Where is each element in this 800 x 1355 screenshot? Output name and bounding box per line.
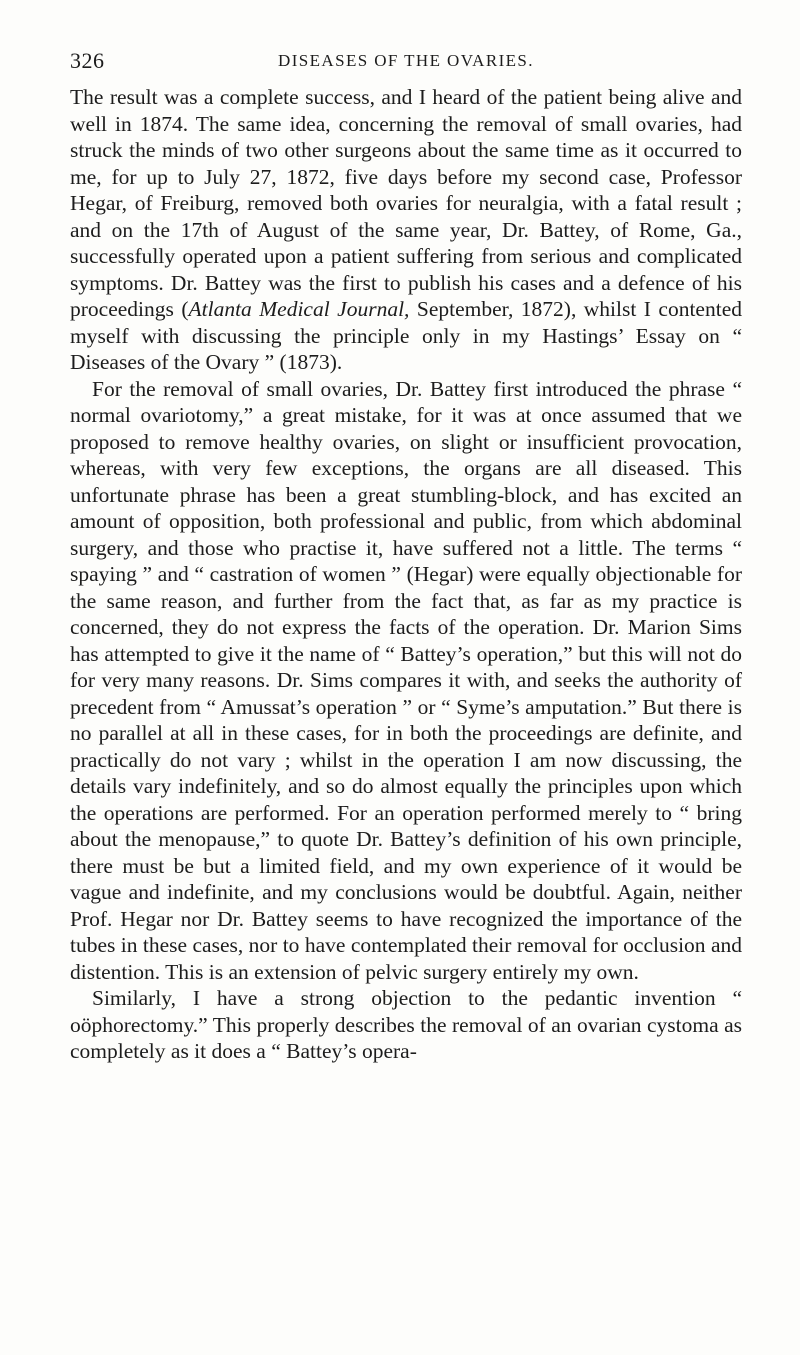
book-page [70,40,742,1065]
page-number: 326 [70,48,105,73]
running-head: DISEASES OF THE OVARIES. [278,51,534,70]
paragraph-text: September, 1872), whilst I contented myself with discussing the principle only in my Hastings’ Essay on “ Diseases of the Ovary ” (1873). [70,297,742,374]
paragraph-1 [70,84,742,376]
paragraph-text: The result was a complete success, and I heard of the patient being alive and well in 1874. The same idea, concerning the removal of small ovaries, had struck the minds of two other surgeons about the same time as it occurred to me, for up to July 27, 1872, five days before my second case, Professor Hegar, of Freiburg, removed both ovaries for neuralgia, with a fatal result ; and on the 17th of August of the same year, Dr. Battey, of Rome, Ga., successfully operated upon a patient suffering from serious and complicated symptoms. Dr. Battey was the first to publish his cases and a defence of his proceedings ( [70,85,742,321]
paragraph-3 [70,985,742,1065]
body-text [70,84,742,1065]
page-header [70,40,742,76]
paragraph-text: For the removal of small ovaries, Dr. Battey first introduced the phrase “ normal ovariotomy,” a great mistake, for it was at once assumed that we proposed to remove healthy ovaries, on slight or insufficient provocation, whereas, with very few exceptions, the organs are all diseased. This unfortunate phrase has been a great stumbling-block, and has excited an amount of opposition, both professional and public, from which abdominal surgery, and those who practise it, have suffered not a little. The terms “ spaying ” and “ castration of women ” (Hegar) were equally objectionable for the same reason, and further from the fact that, as far as my practice is concerned, they do not express the facts of the operation. Dr. Marion Sims has attempted to give it the name of “ Battey’s operation,” but this will not do for very many reasons. Dr. Sims compares it with, and seeks the authority of precedent from “ Amussat’s operation ” or “ Syme’s amputation.” But there is no parallel at all in these cases, for in both the proceedings are definite, and practically do not vary ; whilst in the operation I am now discussing, the details vary indefinitely, and so do almost equally the principles upon which the operations are performed. For an operation performed merely to “ bring about the menopause,” to quote Dr. Battey’s definition of his own principle, there must be but a limited field, and my own experience of it would be vague and indefinite, and my conclusions would be doubtful. Again, neither Prof. Hegar nor Dr. Battey seems to have recognized the importance of the tubes in these cases, nor to have contemplated their removal for occlusion and distention. This is an extension of pelvic surgery entirely my own. [70,376,742,984]
journal-title: Atlanta Medical Journal, [188,297,410,321]
paragraph-2 [70,376,742,986]
paragraph-text: Similarly, I have a strong objection to the pedantic invention “ oöphorectomy.” This properly describes the removal of an ovarian cystoma as completely as it does a “ Battey’s opera- [70,986,742,1063]
